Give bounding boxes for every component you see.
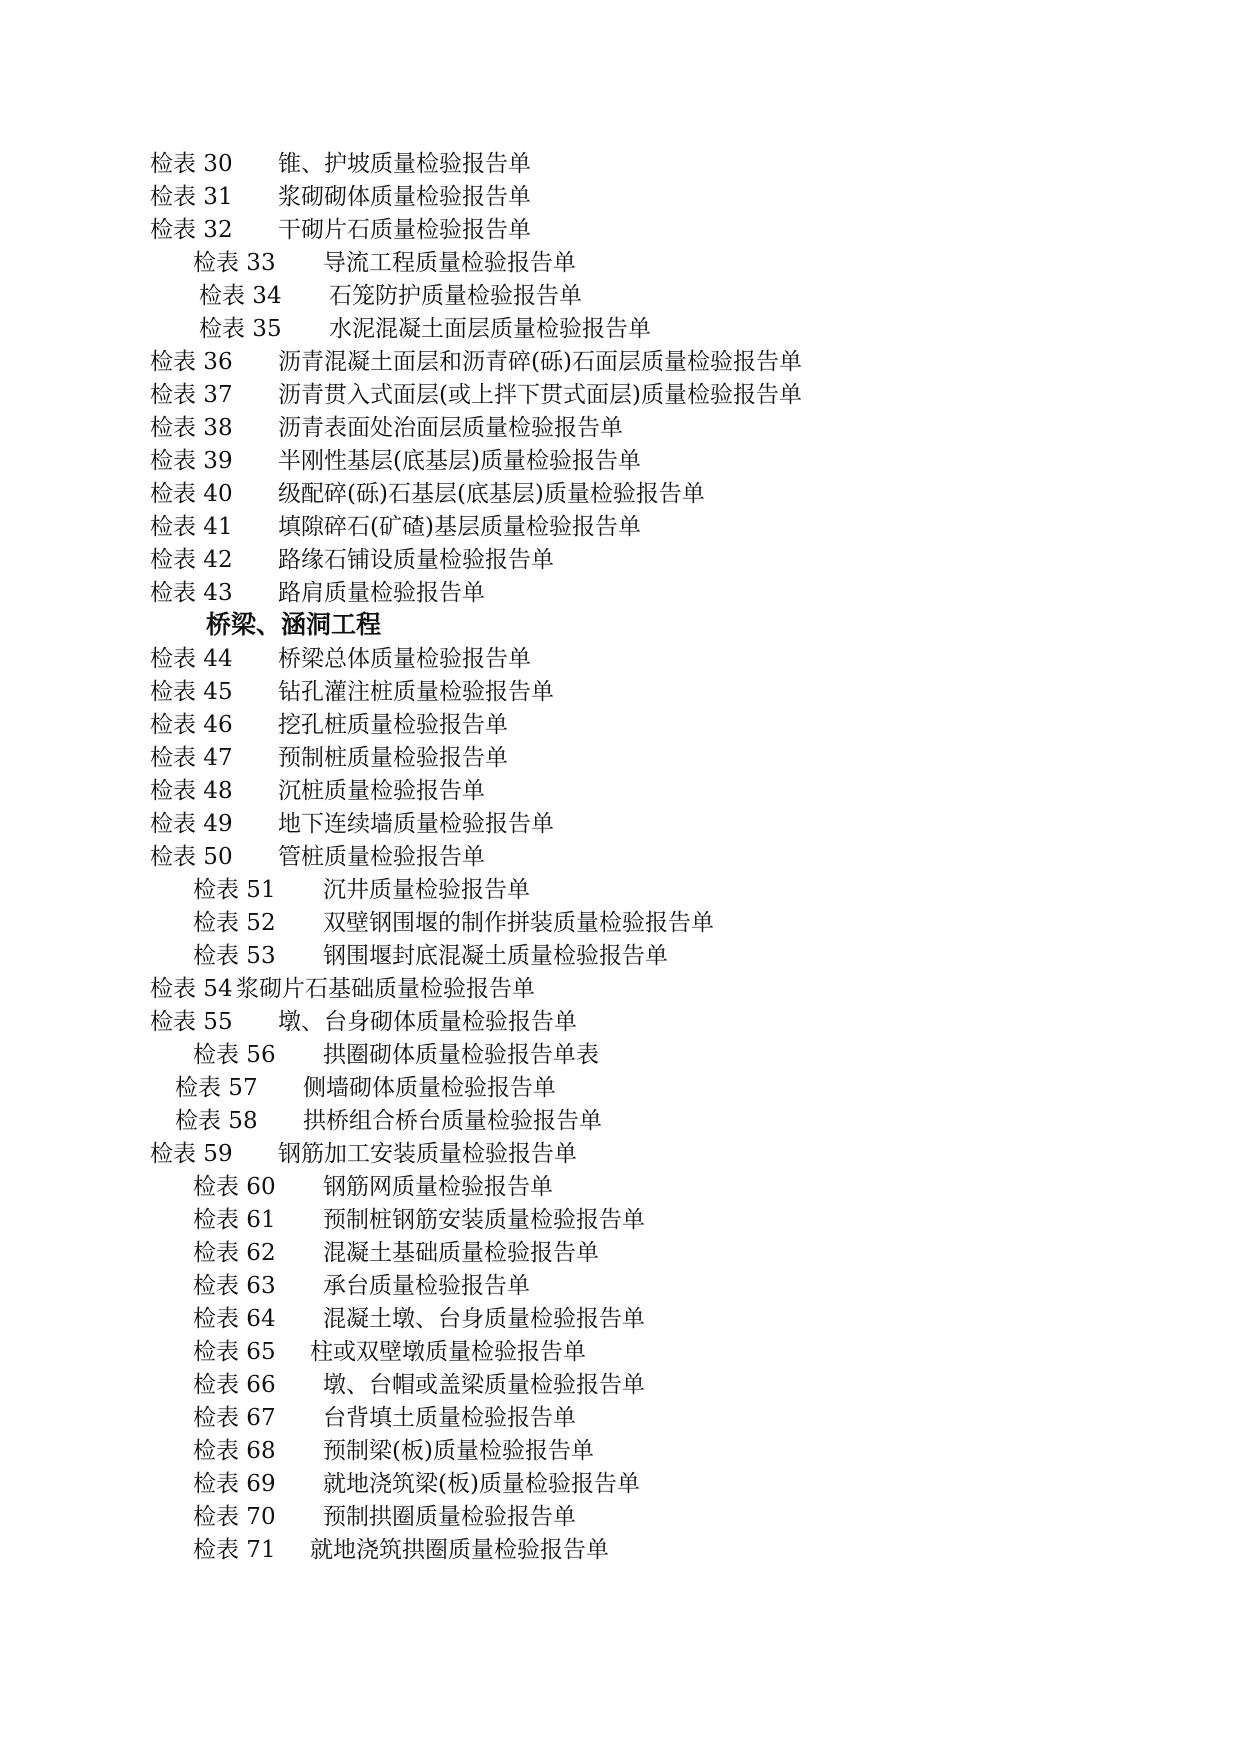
item-title: 级配碎(砾)石基层(底基层)质量检验报告单 (278, 481, 705, 507)
item-title: 预制拱圈质量检验报告单 (323, 1504, 576, 1530)
item-code: 检表 57 (175, 1075, 258, 1101)
item-code: 检表 54 (150, 976, 233, 1002)
item-title: 路缘石铺设质量检验报告单 (278, 547, 554, 573)
item-code: 检表 53 (193, 943, 276, 969)
item-code: 检表 68 (193, 1438, 276, 1464)
item-title: 预制桩质量检验报告单 (278, 745, 508, 771)
item-title: 预制梁(板)质量检验报告单 (323, 1438, 594, 1464)
item-title: 就地浇筑拱圈质量检验报告单 (310, 1537, 609, 1563)
item-code: 检表 70 (193, 1504, 276, 1530)
item-code: 检表 36 (150, 349, 233, 375)
item-title: 拱圈砌体质量检验报告单表 (323, 1042, 599, 1068)
item-code: 检表 48 (150, 778, 233, 804)
item-code: 检表 55 (150, 1009, 233, 1035)
item-code: 检表 45 (150, 679, 233, 705)
item-title: 填隙碎石(矿碴)基层质量检验报告单 (278, 514, 641, 540)
item-title: 半刚性基层(底基层)质量检验报告单 (278, 448, 641, 474)
item-title: 石笼防护质量检验报告单 (329, 283, 582, 309)
item-title: 双壁钢围堰的制作拼装质量检验报告单 (323, 910, 714, 936)
item-title: 桥梁总体质量检验报告单 (278, 646, 531, 672)
item-code: 检表 43 (150, 580, 233, 606)
item-title: 地下连续墙质量检验报告单 (278, 811, 554, 837)
item-title: 混凝土基础质量检验报告单 (323, 1240, 599, 1266)
item-code: 检表 44 (150, 646, 233, 672)
item-code: 检表 51 (193, 877, 276, 903)
item-code: 检表 50 (150, 844, 233, 870)
item-title: 台背填土质量检验报告单 (323, 1405, 576, 1431)
item-title: 沉桩质量检验报告单 (278, 778, 485, 804)
item-code: 检表 46 (150, 712, 233, 738)
item-code: 检表 60 (193, 1174, 276, 1200)
item-code: 检表 31 (150, 184, 233, 210)
item-code: 检表 69 (193, 1471, 276, 1497)
item-title: 沉井质量检验报告单 (323, 877, 530, 903)
item-title: 钢筋网质量检验报告单 (323, 1174, 553, 1200)
item-code: 检表 39 (150, 448, 233, 474)
item-title: 干砌片石质量检验报告单 (278, 217, 531, 243)
item-title: 路肩质量检验报告单 (278, 580, 485, 606)
item-title: 混凝土墩、台身质量检验报告单 (323, 1306, 645, 1332)
item-title: 墩、台身砌体质量检验报告单 (278, 1009, 577, 1035)
item-title: 拱桥组合桥台质量检验报告单 (303, 1108, 602, 1134)
item-title: 水泥混凝土面层质量检验报告单 (329, 316, 651, 342)
item-title: 预制桩钢筋安装质量检验报告单 (323, 1207, 645, 1233)
item-title: 钢筋加工安装质量检验报告单 (278, 1141, 577, 1167)
item-code: 检表 35 (199, 316, 282, 342)
item-code: 检表 59 (150, 1141, 233, 1167)
item-code: 检表 34 (199, 283, 282, 309)
item-title: 浆砌砌体质量检验报告单 (278, 184, 531, 210)
item-code: 检表 71 (193, 1537, 276, 1563)
item-code: 检表 65 (193, 1339, 276, 1365)
item-title: 侧墙砌体质量检验报告单 (303, 1075, 556, 1101)
item-code: 检表 47 (150, 745, 233, 771)
item-title: 浆砌片石基础质量检验报告单 (236, 976, 535, 1002)
item-title: 沥青表面处治面层质量检验报告单 (278, 415, 623, 441)
item-title: 墩、台帽或盖梁质量检验报告单 (323, 1372, 645, 1398)
item-code: 检表 62 (193, 1240, 276, 1266)
item-code: 检表 67 (193, 1405, 276, 1431)
item-title: 钻孔灌注桩质量检验报告单 (278, 679, 554, 705)
item-code: 检表 38 (150, 415, 233, 441)
item-code: 检表 33 (193, 250, 276, 276)
item-title: 挖孔桩质量检验报告单 (278, 712, 508, 738)
item-title: 导流工程质量检验报告单 (323, 250, 576, 276)
item-code: 检表 52 (193, 910, 276, 936)
item-title: 柱或双壁墩质量检验报告单 (310, 1339, 586, 1365)
item-code: 检表 66 (193, 1372, 276, 1398)
item-title: 沥青贯入式面层(或上拌下贯式面层)质量检验报告单 (278, 382, 802, 408)
item-code: 检表 56 (193, 1042, 276, 1068)
item-code: 检表 30 (150, 151, 233, 177)
item-code: 检表 40 (150, 481, 233, 507)
item-code: 检表 37 (150, 382, 233, 408)
section-heading: 桥梁、涵洞工程 (206, 610, 382, 639)
item-title: 锥、护坡质量检验报告单 (278, 151, 531, 177)
item-code: 检表 32 (150, 217, 233, 243)
item-code: 检表 58 (175, 1108, 258, 1134)
item-title: 管桩质量检验报告单 (278, 844, 485, 870)
item-code: 检表 64 (193, 1306, 276, 1332)
item-title: 钢围堰封底混凝土质量检验报告单 (323, 943, 668, 969)
item-code: 检表 49 (150, 811, 233, 837)
item-code: 检表 41 (150, 514, 233, 540)
item-code: 检表 42 (150, 547, 233, 573)
item-title: 沥青混凝土面层和沥青碎(砾)石面层质量检验报告单 (278, 349, 802, 375)
item-code: 检表 61 (193, 1207, 276, 1233)
item-title: 承台质量检验报告单 (323, 1273, 530, 1299)
item-title: 就地浇筑梁(板)质量检验报告单 (323, 1471, 640, 1497)
item-code: 检表 63 (193, 1273, 276, 1299)
